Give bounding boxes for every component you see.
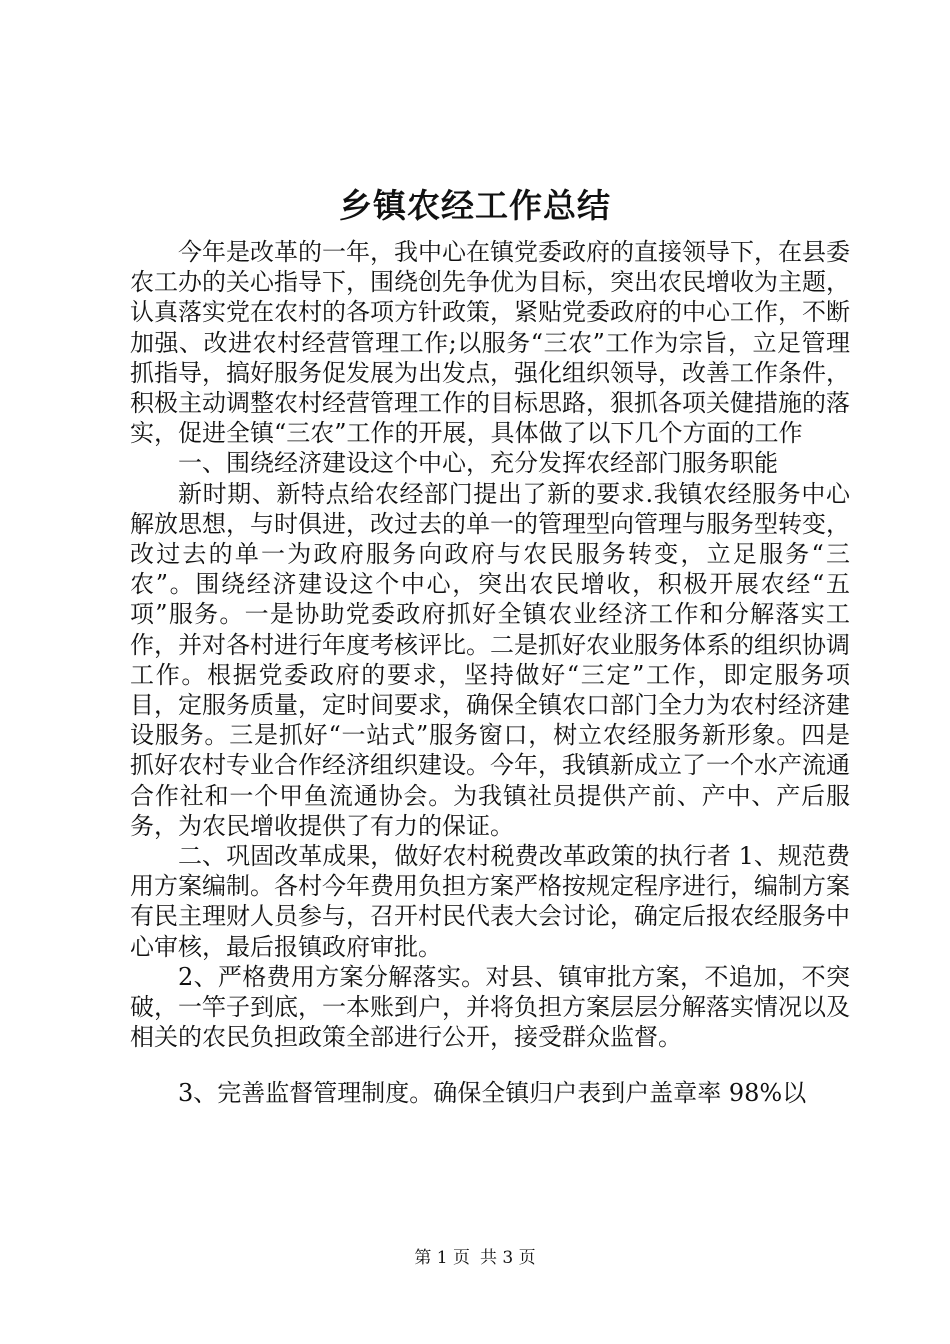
paragraph-item-3: 3、完善监督管理制度。确保全镇归户表到户盖章率 98%以	[178, 1079, 807, 1108]
section-heading-1: 一、围绕经济建设这个中心，充分发挥农经部门服务职能	[178, 449, 778, 478]
section-heading-2: 二、巩固改革成果，做好农村税费改革政策的执行者 1、规范费用方案编制。各村今年费用负担方案严格按规定程序进行，编制方案有民主理财人员参与，召开村民代表大会讨论，确定后报农经服务中心审核，最后报镇政府审批。	[130, 842, 850, 961]
document-body	[130, 237, 850, 1109]
page-footer	[0, 1247, 950, 1269]
paragraph-intro: 今年是改革的一年，我中心在镇党委政府的直接领导下，在县委农工办的关心指导下，围绕创先争优为目标，突出农民增收为主题，认真落实党在农村的各项方针政策，紧贴党委政府的中心工作，不断加强、改进农村经营管理工作;以服务“三农”工作为宗旨，立足管理抓指导，搞好服务促发展为出发点，强化组织领导，改善工作条件，积极主动调整农村经营管理工作的目标思路，狠抓各项关健措施的落实，促进全镇“三农”工作的开展，具体做了以下几个方面的工作	[130, 238, 850, 448]
paragraph-item-2: 2、严格费用方案分解落实。对县、镇审批方案，不追加，不突破，一竿子到底，一本账到户，并将负担方案层层分解落实情况以及相关的农民负担政策全部进行公开，接受群众监督。	[130, 962, 850, 1052]
page-total: 共 3 页	[480, 1248, 536, 1268]
page-number: 第 1 页	[414, 1248, 470, 1268]
document-title: 乡镇农经工作总结	[339, 186, 611, 225]
paragraph-section-1: 新时期、新特点给农经部门提出了新的要求.我镇农经服务中心解放思想，与时俱进，改过去的单一的管理型向管理与服务型转变，改过去的单一为政府服务向政府与农民服务转变，立足服务“三农”。围绕经济建设这个中心，突出农民增收，积极开展农经“五项”服务。一是协助党委政府抓好全镇农业经济工作和分解落实工作，并对各村进行年度考核评比。二是抓好农业服务体系的组织协调工作。根据党委政府的要求，坚持做好“三定”工作，即定服务项目，定服务质量，定时间要求，确保全镇农口部门全力为农村经济建设服务。三是抓好“一站式”服务窗口，树立农经服务新形象。四是抓好农村专业合作经济组织建设。今年，我镇新成立了一个水产流通合作社和一个甲鱼流通协会。为我镇社员提供产前、产中、产后服务，为农民增收提供了有力的保证。	[130, 479, 850, 840]
